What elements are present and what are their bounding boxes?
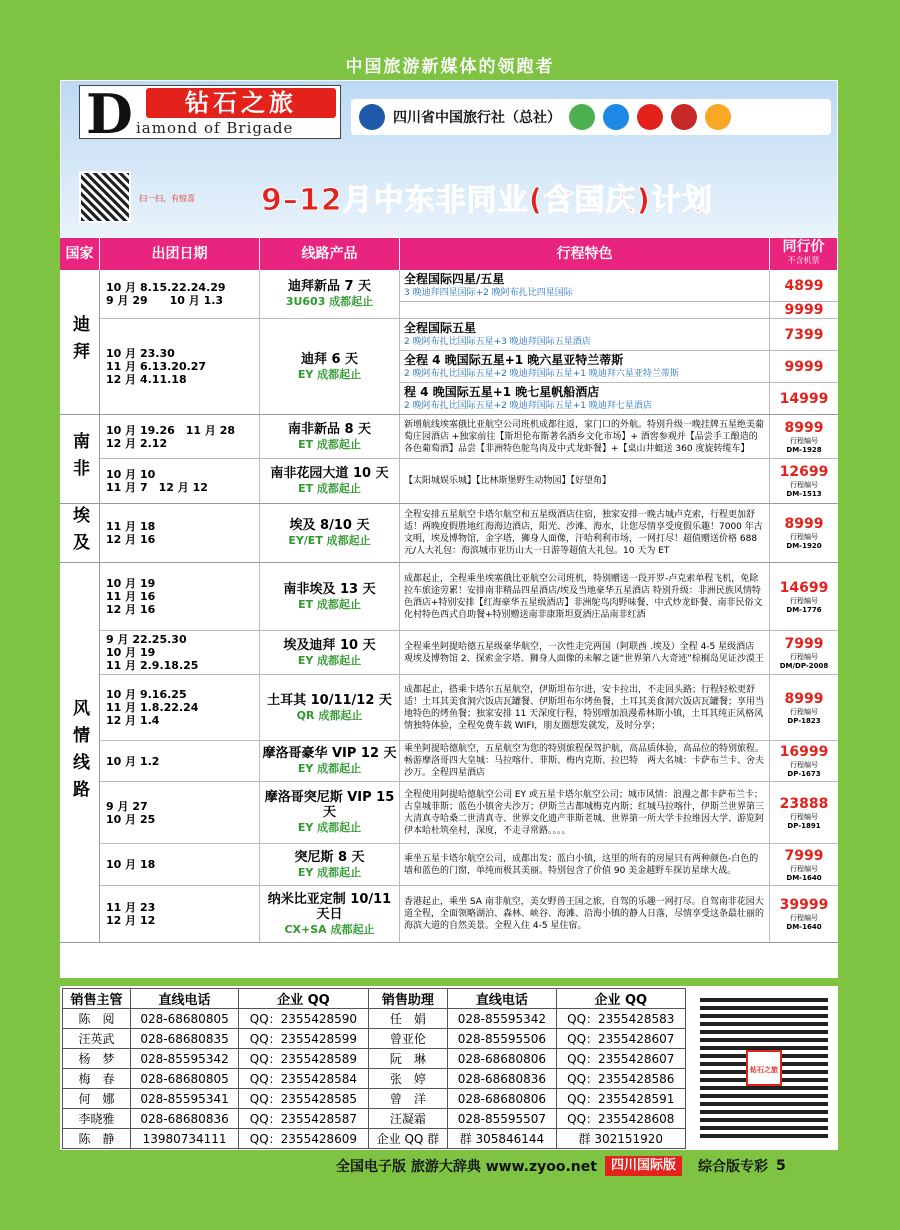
desc-cell (400, 886, 770, 942)
contact-cell: QQ：2355428591 (556, 1089, 685, 1109)
header-price: 同行价 不含机票 (770, 238, 838, 270)
contact-header: 企业 QQ (239, 989, 368, 1009)
country-label: 迪拜 (60, 270, 100, 414)
desc-cell (400, 782, 770, 843)
page-number: 5 (775, 1158, 786, 1174)
price-value: 7999 (784, 635, 824, 652)
price-value: 7999 (784, 847, 824, 864)
contact-cell: 任 娟 (368, 1009, 448, 1029)
date-line: 9 月 29 10 月 1.3 (106, 294, 224, 307)
table-row[interactable] (100, 741, 838, 782)
departure-info: EY 成都起止 (297, 762, 362, 775)
date-line: 11 月 7 12 月 12 (106, 481, 208, 494)
price-value: 9999 (784, 302, 824, 318)
date-line: 10 月 1.2 (106, 754, 160, 768)
price-label: 行程编号 (790, 761, 818, 769)
date-line: 11 月 18 (106, 520, 156, 533)
table-row[interactable] (100, 782, 838, 844)
itinerary-code: DM-1928 (786, 445, 822, 454)
country-rows (100, 415, 838, 503)
contact-cell: 群 305846144 (448, 1129, 556, 1149)
contact-cell: QQ：2355428607 (556, 1029, 685, 1049)
sub-row (400, 351, 838, 383)
desc-cell (400, 383, 770, 414)
contact-cell: QQ：2355428587 (239, 1109, 368, 1129)
sponsor-bar (351, 99, 831, 135)
price-label: 行程编号 (790, 914, 818, 922)
departure-info: QR 成都起止 (296, 708, 363, 722)
route-cell (260, 886, 400, 942)
contact-header: 销售主管 (63, 989, 131, 1009)
dates-cell (100, 844, 260, 885)
dates-cell (100, 563, 260, 630)
price-cell (770, 675, 838, 740)
desc-hotel: 3 晚迪拜四星国际+2 晚阿布扎比四星国际 (404, 288, 573, 298)
price-cell (770, 504, 838, 562)
date-line: 9 月 22.25.30 (106, 633, 187, 646)
desc-title: 全程国际四星/五星 (404, 272, 505, 286)
price-cell (770, 844, 838, 885)
footer-url[interactable]: 全国电子版 旅游大辞典 www.zyoo.net (336, 1159, 597, 1175)
price-value: 7399 (784, 326, 824, 343)
partner-logo-icon (569, 104, 595, 130)
route-name: 南非埃及 13 天 (283, 581, 376, 597)
contact-row (63, 1069, 686, 1089)
contact-cell: QQ：2355428590 (239, 1009, 368, 1029)
price-cell (770, 383, 838, 414)
route-name: 埃及 8/10 天 (289, 518, 370, 533)
price-value: 8999 (784, 690, 824, 707)
desc-hotel: 2 晚阿布扎比国际五星+3 晚迪拜国际五星酒店 (404, 337, 591, 347)
price-cell (770, 351, 838, 382)
dates-cell (100, 631, 260, 674)
section-label: 综合版专彩 (697, 1159, 768, 1175)
price-label: 行程编号 (790, 812, 818, 821)
table-row[interactable] (100, 270, 838, 319)
header-country: 国家 (60, 238, 100, 270)
desc-text: 乘坐阿提哈德航空，五星航空为您的特别旅程保驾护航，高品质体验，高品位的特别旅程。畅游摩洛哥四大皇城：马拉喀什、菲斯、梅内克斯、拉巴特 两大名城：卡萨布兰卡、舍夫沙万。全程四星酒店 (404, 744, 765, 778)
mascot-2-icon (705, 104, 731, 130)
itinerary-code: DM-1513 (786, 490, 822, 498)
sub-row (400, 383, 838, 414)
country-rows (100, 504, 838, 562)
contact-cell: QQ：2355428583 (556, 1009, 685, 1029)
sub-row (400, 319, 838, 351)
price-cell (770, 563, 838, 630)
sub-row (400, 270, 838, 302)
price-value: 39999 (779, 897, 829, 913)
contact-cell: 群 302151920 (556, 1129, 685, 1149)
date-line: 12 月 12 (106, 914, 156, 927)
dates-cell (100, 319, 260, 414)
contact-cell: QQ：2355428607 (556, 1049, 685, 1069)
date-line: 12 月 16 (106, 603, 156, 616)
departure-info: EY 成都起止 (297, 653, 362, 667)
price-value: 16999 (779, 744, 829, 760)
contact-cell: 028-85595342 (448, 1009, 556, 1029)
desc-text: 全程乘坐阿提哈德五星级豪华航空，一次性走完两国（阿联酋 .埃及）全程 4-5 星级酒店 观埃及博物馆 2、探索金字塔、狮身人面像的未解之谜“世界第八大奇迹”棕榈岛见证沙漠王 (404, 641, 764, 664)
brand-letter: D (86, 82, 133, 146)
contact-cell: 梅 春 (63, 1069, 131, 1089)
desc-cell (400, 415, 770, 458)
route-cell (260, 270, 400, 318)
edition-badge: 四川国际版 (605, 1156, 682, 1176)
contact-cell: 汪英武 (63, 1029, 131, 1049)
price-value: 12699 (779, 464, 829, 480)
eits-logo-icon (671, 104, 697, 130)
contact-header: 销售助理 (368, 989, 448, 1009)
contact-row (63, 1009, 686, 1029)
table-row[interactable] (100, 319, 838, 414)
route-name: 摩洛哥豪华 VIP 12 天 (262, 746, 397, 761)
contact-row (63, 1129, 686, 1149)
contact-cell: QQ：2355428609 (239, 1129, 368, 1149)
itinerary-code: DM-1640 (786, 923, 822, 931)
contact-cell: 028-68680836 (448, 1069, 556, 1089)
price-cell (770, 270, 838, 301)
sub-row (400, 302, 838, 318)
price-cell (770, 741, 838, 781)
contact-cell: QQ：2355428599 (239, 1029, 368, 1049)
contact-cell: 028-68680806 (448, 1089, 556, 1109)
price-value: 8999 (784, 419, 824, 436)
contact-cell: QQ：2355428584 (239, 1069, 368, 1089)
table-row[interactable] (100, 675, 838, 741)
contact-cell: 陈 静 (63, 1129, 131, 1149)
price-value: 4899 (784, 277, 824, 294)
contact-header: 企业 QQ (556, 989, 685, 1009)
footer (336, 1155, 856, 1177)
itinerary-code: DM-1640 (786, 873, 822, 882)
route-cell (260, 504, 400, 562)
desc-text: 乘坐五星卡塔尔航空公司，成都出发；蓝白小镇，这里的所有的房屋只有两种颜色-白色的墙和蓝色的门窗，单纯而极其美丽。特别包含了价值 90 美金越野车探访星球大战。 (404, 853, 759, 876)
country-rows (100, 270, 838, 414)
route-cell (260, 631, 400, 674)
contact-cell: 杨 梦 (63, 1049, 131, 1069)
route-name: 纳米比亚定制 10/11 天日 (267, 891, 392, 922)
price-label: 行程编号 (790, 436, 818, 445)
price-label: 行程编号 (790, 707, 818, 716)
departure-info: EY 成都起止 (297, 865, 362, 879)
dates-cell (100, 504, 260, 562)
sub-rows (400, 270, 838, 318)
country-label: 埃及 (60, 504, 100, 562)
contact-cell: 028-85595342 (130, 1049, 238, 1069)
route-cell (260, 741, 400, 781)
desc-text: 成都起止，搭乘卡塔尔五星航空，伊斯坦布尔进，安卡拉出，不走回头路；行程轻松更舒适！土耳其美食洞穴饭店瓦罐餐、伊斯坦布尔烤鱼餐，土耳其美食洞穴饭店瓦罐餐；享用当地特色的烤鱼餐；独家安排 11 天深度行程，特别增加浪漫希林斯小镇，土耳其纯正风格风情独特体验，全程免费车载 WIFI，朋友圈想发就发，及时分享； (404, 684, 765, 731)
dates-cell (100, 782, 260, 843)
date-line: 11 月 2.9.18.25 (106, 659, 199, 672)
sub-rows (400, 319, 838, 414)
price-value: 8999 (784, 516, 824, 532)
route-name: 南非花园大道 10 天 (270, 466, 389, 481)
contact-row (63, 1049, 686, 1069)
header-dates: 出团日期 (100, 238, 260, 270)
contact-cell: 028-68680835 (130, 1029, 238, 1049)
table-row[interactable] (100, 459, 838, 503)
route-cell (260, 782, 400, 843)
desc-title: 全程国际五星 (404, 321, 477, 335)
date-line: 10 月 18 (106, 858, 156, 871)
qr-center-logo: 钻石之旅 (746, 1050, 782, 1086)
desc-title: 全程 4 晚国际五星+1 晚六星亚特兰蒂斯 (404, 353, 624, 367)
desc-cell (400, 563, 770, 630)
date-line: 10 月 19 (106, 577, 156, 590)
country-group (60, 415, 838, 504)
desc-text: 全程安排五星航空卡塔尔航空和五星级酒店住宿，独家安排一晚古城卢克索，行程更加舒适！两晚度假胜地红海海边酒店，阳光、沙滩、海水，让您尽情享受度假乐趣！7000 年古文明，埃及博物馆，金字塔，狮身人面像，汗哈利利市场，一网打尽！超值赠送价格 688 元/人大礼包：海滨城市亚历山大一日游等超值大礼包。10 天为 ET (404, 510, 763, 556)
brand-en: iamond of Brigade (136, 119, 294, 137)
desc-text: 香港起止，乘坐 SA 南非航空，美女野兽王国之旅，自驾的乐趣一网打尽。自驾南非花园大道全程，全面领略湖泊、森林、峡谷、海滩、沿海小镇的静人日落，尽情享受这条最壮丽的海滨大道的自然美景。全程入住 4-5 星住宿。 (404, 897, 765, 931)
price-value: 23888 (779, 795, 829, 812)
route-name: 埃及迪拜 10 天 (283, 637, 376, 653)
price-value: 14999 (779, 390, 829, 407)
table-row[interactable] (100, 844, 838, 886)
qr-code-large[interactable] (696, 994, 832, 1142)
price-cell (770, 415, 838, 458)
desc-cell (400, 351, 770, 382)
table-row[interactable] (100, 886, 838, 942)
cts-logo-icon (359, 104, 385, 130)
desc-text: 【太阳城娱乐城】【比林斯堡野生动物园】【好望角】 (404, 476, 612, 486)
dates-cell (100, 270, 260, 318)
contact-cell: QQ：2355428589 (239, 1049, 368, 1069)
route-cell (260, 675, 400, 740)
departure-info: ET 成都起止 (298, 437, 361, 451)
departure-info: CX+SA 成都起止 (284, 922, 375, 936)
date-line: 12 月 4.11.18 (106, 373, 187, 386)
date-line: 12 月 1.4 (106, 714, 160, 727)
table-header (60, 238, 838, 270)
price-label: 行程编号 (790, 533, 818, 541)
contact-cell: 曾亚伦 (368, 1029, 448, 1049)
date-line: 12 月 2.12 (106, 436, 168, 450)
sponsor-text: 四川省中国旅行社（总社） (393, 110, 561, 126)
dates-cell (100, 415, 260, 458)
departure-info: EY/ET 成都起止 (288, 534, 371, 547)
date-line: 11 月 1.8.22.24 (106, 701, 199, 714)
contact-cell: 028-85595506 (448, 1029, 556, 1049)
country-label: 风情线路 (60, 563, 100, 942)
price-cell (770, 319, 838, 350)
contact-row (63, 1089, 686, 1109)
desc-cell (400, 270, 770, 301)
date-line: 11 月 23 (106, 901, 156, 914)
itinerary-code: DP-1891 (787, 821, 821, 830)
contact-cell: 陈 阅 (63, 1009, 131, 1029)
route-cell (260, 844, 400, 885)
desc-text: 全程使用阿提哈德航空公司 EY 或五星卡塔尔航空公司；城市风情：浪漫之都卡萨布兰卡；古皇城菲斯；蓝色小镇舍夫沙万；伊斯兰古都城梅克内斯；红城马拉喀什，伊斯兰世界第三大清真寺哈桑二世清真寺、世界文化遗产菲斯老城、世界第一所大学卡拉维因大学、游览阿伊本哈杜筑垒村，深度，不走寻常路。。。。 (404, 789, 765, 836)
route-name: 土耳其 10/11/12 天 (267, 692, 392, 708)
route-cell (260, 415, 400, 458)
country-group (60, 563, 838, 943)
desc-cell (400, 459, 770, 503)
route-name: 南非新品 8 天 (287, 421, 372, 437)
dates-cell (100, 675, 260, 740)
price-cell (770, 459, 838, 503)
itinerary-code: DP-1823 (787, 716, 821, 725)
departure-info: ET 成都起止 (298, 482, 361, 495)
contact-cell: 028-68680806 (448, 1049, 556, 1069)
table-row[interactable] (100, 563, 838, 631)
date-line: 11 月 6.13.20.27 (106, 360, 207, 373)
departure-info: 3U603 成都起止 (285, 295, 374, 308)
contact-cell: 028-68680805 (130, 1009, 238, 1029)
page-title: 9–12月中东非同业(含国庆)计划 (261, 183, 714, 218)
route-cell (260, 563, 400, 630)
dates-cell (100, 741, 260, 781)
date-line: 10 月 9.16.25 (106, 688, 187, 701)
country-label: 南非 (60, 415, 100, 503)
desc-text: 成都起止，全程乘坐埃塞俄比亚航空公司班机，特别赠送一段开罗-卢克索单程飞机，免除拉车旅途劳累！安排南非精品四星酒店/埃及当地豪华五星酒店 特别升级：非洲民族风情特色酒店+特别安排【红海豪华五星级酒店】非洲鸵鸟肉野味餐、中式炒龙虾餐、南非民俗文化村特色西式自助餐+特别赠送南非康斯坦夏酒庄品南非红酒 (404, 573, 763, 620)
table-body (60, 270, 838, 943)
contact-cell: QQ：2355428585 (239, 1089, 368, 1109)
route-cell (260, 459, 400, 503)
price-label: 行程编号 (790, 481, 818, 489)
desc-cell (400, 741, 770, 781)
contact-cell: 李晓雅 (63, 1109, 131, 1129)
brand-logo[interactable] (79, 82, 341, 146)
contact-cell: 028-85595341 (130, 1089, 238, 1109)
price-cell (770, 886, 838, 942)
qr-code-small[interactable] (79, 171, 131, 223)
contact-cell: 028-68680805 (130, 1069, 238, 1089)
price-value: 14699 (779, 579, 829, 596)
contact-cell: 阮 琳 (368, 1049, 448, 1069)
dates-cell (100, 459, 260, 503)
desc-cell (400, 302, 770, 318)
date-line: 10 月 10 (106, 468, 156, 481)
contact-header: 直线电话 (130, 989, 238, 1009)
contact-cell: 企业 QQ 群 (368, 1129, 448, 1149)
route-name: 迪拜 6 天 (300, 351, 359, 367)
contact-cell: 028-68680836 (130, 1109, 238, 1129)
desc-cell (400, 504, 770, 562)
desc-cell (400, 319, 770, 350)
desc-cell (400, 631, 770, 674)
contact-row (63, 1109, 686, 1129)
price-label: 行程编号 (790, 652, 818, 661)
contact-cell: 028-85595507 (448, 1109, 556, 1129)
date-line: 12 月 16 (106, 533, 156, 546)
dates-cell (100, 886, 260, 942)
desc-title: 程 4 晚国际五星+1 晚七星帆船酒店 (404, 385, 600, 399)
route-name: 突尼斯 8 天 (294, 849, 365, 865)
itinerary-code: DM-1776 (786, 605, 822, 614)
contact-cell: 曾 洋 (368, 1089, 448, 1109)
qr-caption: 扫一扫，有惊喜 (139, 194, 195, 203)
route-name: 迪拜新品 7 天 (287, 279, 372, 294)
contact-panel (60, 986, 838, 1150)
price-value: 9999 (784, 358, 824, 375)
slogan: 中国旅游新媒体的领跑者 (345, 57, 555, 77)
route-name: 摩洛哥突尼斯 VIP 15 天 (264, 790, 395, 820)
contact-cell: 何 娜 (63, 1089, 131, 1109)
date-line: 10 月 25 (106, 812, 156, 826)
itinerary-code: DM-1920 (786, 542, 822, 550)
contact-cell: 13980734111 (130, 1129, 238, 1149)
date-line: 10 月 19.26 11 月 28 (106, 423, 236, 437)
itinerary-code: DM/DP-2008 (779, 661, 829, 670)
contact-row (63, 1029, 686, 1049)
country-rows (100, 563, 838, 942)
contact-table (62, 988, 686, 1149)
price-cell (770, 631, 838, 674)
table-row[interactable] (100, 415, 838, 459)
date-line: 10 月 23.30 (106, 347, 175, 360)
itinerary-code: DP-1673 (787, 770, 821, 778)
desc-cell (400, 844, 770, 885)
price-label: 行程编号 (790, 596, 818, 605)
mascot-logo-icon (603, 104, 629, 130)
contact-cell: QQ：2355428608 (556, 1109, 685, 1129)
country-group (60, 270, 838, 415)
date-line: 9 月 27 (106, 799, 148, 813)
date-line: 10 月 19 (106, 646, 156, 659)
departure-info: EY 成都起止 (297, 367, 362, 381)
table-row[interactable] (100, 504, 838, 562)
price-label: 行程编号 (790, 864, 818, 873)
departure-info: ET 成都起止 (298, 597, 361, 611)
header-route: 线路产品 (260, 238, 400, 270)
desc-hotel: 2 晚阿布扎比国际五星+2 晚迪拜国际五星+1 晚迪拜六星亚特兰蒂斯 (404, 369, 679, 379)
desc-hotel: 2 晚阿布扎比国际五星+2 晚迪拜国际五星+1 晚迪拜七星酒店 (404, 401, 652, 411)
date-line: 11 月 16 (106, 590, 156, 603)
contact-cell: 张 婷 (368, 1069, 448, 1089)
departure-info: EY 成都起止 (297, 821, 362, 834)
desc-cell (400, 675, 770, 740)
price-cell (770, 782, 838, 843)
partner-logo-2-icon (637, 104, 663, 130)
brand-cn: 钻石之旅 (146, 88, 336, 118)
contact-header: 直线电话 (448, 989, 556, 1009)
table-row[interactable] (100, 631, 838, 675)
desc-text: 新增航线埃塞俄比亚航空公司班机成都往返，家门口的外航。特别升级一晚挂牌五星绝美葡萄庄园酒店 +独家前往【斯坦伦布斯著名酒乡文化市场】+ 酒窖参观并【品尝手工酿造的各色葡萄酒】品尝【非洲特色鸵鸟肉及中式龙虾餐】+【桌山井蜓送 360 度旋转缆车】 (404, 419, 765, 454)
contact-cell: 汪凝霜 (368, 1109, 448, 1129)
date-line: 10 月 8.15.22.24.29 (106, 281, 226, 294)
itinerary-table (60, 238, 838, 978)
header-desc: 行程特色 (400, 238, 770, 270)
header-banner (60, 80, 838, 238)
contact-cell: QQ：2355428586 (556, 1069, 685, 1089)
price-cell (770, 302, 838, 318)
country-group (60, 504, 838, 563)
route-cell (260, 319, 400, 414)
